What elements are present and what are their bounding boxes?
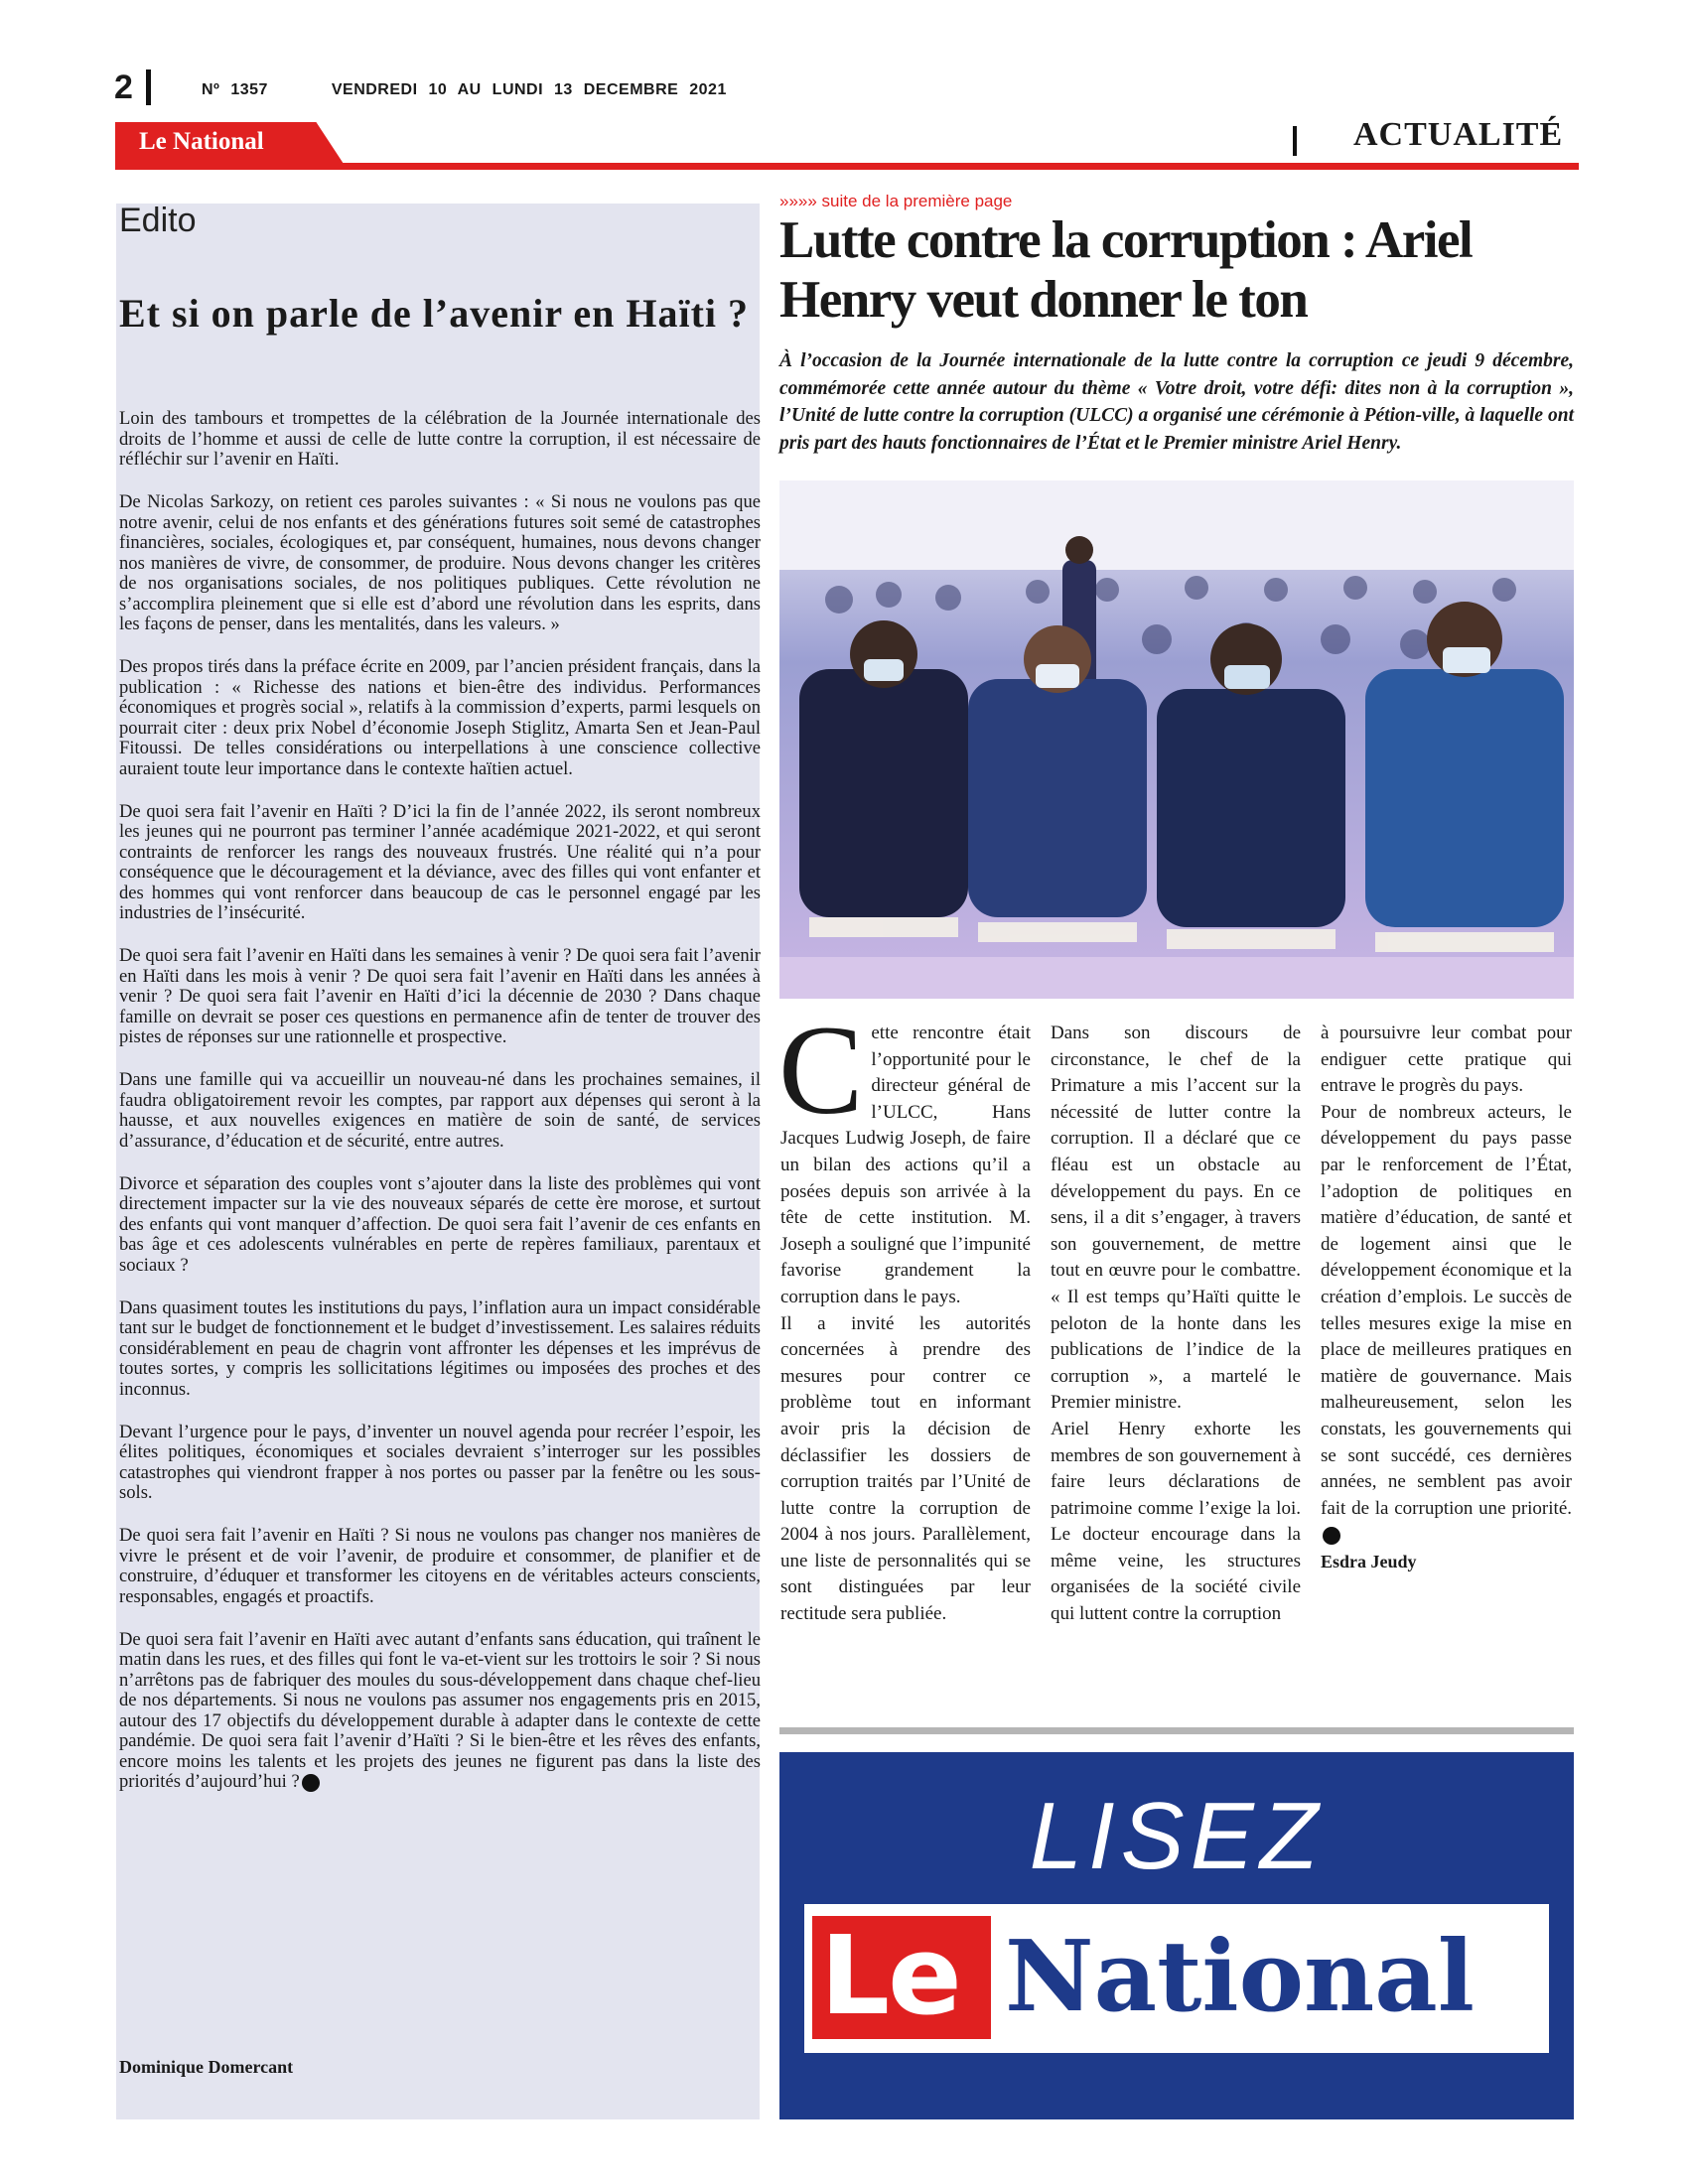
article-paragraph: Il a invité les autorités concernées à prendre des mesures pour contrer ce problème tout en informant avoir pris la décision de déclassifier les dossiers de corruption traités par l’Unité de lutte contre la corruption de 2004 à nos jours. Parallèlement, une liste de personnalités qui se sont distinguées par leur rectitude sera publiée.	[780, 1312, 1031, 1625]
end-mark-icon	[1323, 1527, 1340, 1545]
section-divider	[1293, 126, 1297, 156]
edito-title: Et si on parle de l’avenir en Haïti ?	[119, 291, 750, 336]
ad-headline: LISEZ	[1029, 1783, 1325, 1889]
edito-paragraph: Des propos tirés dans la préface écrite en 2009, par l’ancien président français, dans la publication : « Richesse des nations et bien-être des individus. Performances économiques et progrès social », relatifs à la commission d’experts, parmi lesquels on pourrait citer : deux prix Nobel d’économie Joseph Stiglitz, Amarta Sen et Jean-Paul Fitoussi. De telles considérations ou interpellations à une conscience collective auraient toute leur importance dans le contexte haïtien actuel.	[119, 656, 761, 779]
edito-paragraph: Devant l’urgence pour le pays, d’inventer un nouvel agenda pour recréer l’espoir, les élites politiques, économiques et sociales devraient s’interroger sur les possibles catastrophes qui viendront frapper à nos portes ou passer par la fenêtre ou les sous-sols.	[119, 1421, 761, 1503]
article-paragraph-text: Pour de nombreux acteurs, le développement du pays passe par le renforcement de l’État, l’adoption de politiques en matière d’éducation, de santé et de logement ainsi que le développement économique et la création d’emplois. Le succès de telles mesures exige la mise en place de meilleures pratiques en matière de gouvernance. Mais malheureusement, selon les constats, les gouvernements qui se sont succédé, ces dernières années, ne semblent pas avoir fait de la corruption une priorité.	[1321, 1101, 1572, 1519]
article-kicker: »»»» suite de la première page	[779, 192, 1013, 210]
article-column-3	[1321, 1021, 1572, 1574]
ad-divider	[779, 1727, 1574, 1734]
article-dropcap: C	[778, 1000, 864, 1141]
page-number-divider	[146, 69, 151, 105]
article-paragraph-last	[1321, 1100, 1572, 1549]
edito-paragraph: De quoi sera fait l’avenir en Haïti dans les semaines à venir ? De quoi sera fait l’avenir en Haïti dans les mois à venir ? De quoi sera fait l’avenir en Haïti dans les années à venir ? De quoi sera fait l’avenir en Haïti d’ici la décennie de 2030 ? Dans chaque famille on devrait se poser ces questions en permanence afin de tenter de trouver des pistes de réponses sur une rationnelle et prospective.	[119, 945, 761, 1047]
edito-paragraph: Dans une famille qui va accueillir un nouveau-né dans les prochaines semaines, il faudra obligatoirement revoir les comptes, par rapport aux dépenses qui seront à la hausse, et aux nouvelles exigences en matière de soin de santé, de services d’assurance, d’éducation et de sécurité, entre autres.	[119, 1069, 761, 1152]
header-rule	[115, 163, 1579, 170]
ad-logo-le: Le	[820, 1912, 960, 2039]
edito-paragraph-text: De quoi sera fait l’avenir en Haïti avec autant d’enfants sans éducation, qui traînent le matin dans les rues, et des filles qui font le va-et-vient sur les trottoirs le soir ? Si nous n’arrêtons pas de fabriquer des moules du sous-développement dans chaque chef-lieu de nos départements. Si nous ne voulons pas assumer nos engagements pris en 2015, autour des 17 objectifs du développement durable à adapter dans le contexte de cette pandémie. De quoi sera fait l’avenir d’Haïti ? Si le bien-être et les rêves des enfants, encore moins les talents et les projets des jeunes ne figurent pas dans la liste des priorités d’aujourd’hui ?	[119, 1628, 761, 1792]
edito-paragraph: Loin des tambours et trompettes de la célébration de la Journée internationale des droits de l’homme et aussi de celle de lutte contre la corruption, il est nécessaire de réfléchir sur l’avenir en Haïti.	[119, 408, 761, 470]
article-photo	[779, 480, 1574, 999]
edito-paragraph-last	[119, 1630, 761, 1793]
section-title: ACTUALITÉ	[1353, 116, 1564, 153]
edito-paragraph: Divorce et séparation des couples vont s’ajouter dans la liste des problèmes qui vont directement impacter sur la vie des nouveaux séparés de cette ère morose, et surtout des enfants qui vont manquer d’affection. De quoi sera fait l’avenir de ces enfants en bas âge et ces adolescents vulnérables en perte de repères familiaux, parentaux et sociaux ?	[119, 1172, 761, 1276]
brand-tab-label: Le National	[139, 128, 264, 155]
edito-label: Edito	[119, 202, 197, 239]
article-headline: Lutte contre la corruption : Ariel Henry veut donner le ton	[779, 211, 1473, 329]
end-mark-icon	[302, 1774, 320, 1792]
issue-date-line	[202, 81, 727, 99]
article-column-2	[1051, 1021, 1301, 1628]
article-paragraph: Dans son discours de circonstance, le chef de la Primature a mis l’accent sur la nécessité de lutter contre la corruption. Il a déclaré que ce fléau est un obstacle au développement du pays. En ce sens, il a dit s’engager, à travers son gouvernement, de mettre tout en œuvre pour le combattre. « Il est temps qu’Haïti quitte le peloton de la honte dans les publications de l’indice de la corruption », a martelé le Premier ministre.	[1051, 1023, 1301, 1414]
edito-paragraph: De quoi sera fait l’avenir en Haïti ? D’ici la fin de l’année 2022, ils seront nombreux les jeunes qui ne pourront pas terminer l’année académique 2021-2022, et qui seront contraints de renforcer les rangs des nouveaux frustrés. Une réalité qui n’a pour conséquence que le découragement et la déviance, avec des filles qui vont enfanter et des hommes qui vont renforcer dans beaucoup de cas le personnel engagé par les industries de l’insécurité.	[119, 800, 761, 923]
article-column-1	[778, 1000, 1031, 1628]
page-number: 2	[114, 68, 133, 106]
article-author: Esdra Jeudy	[1321, 1551, 1417, 1571]
article-lede: À l’occasion de la Journée internationale de la lutte contre la corruption ce jeudi 9 décembre, commémorée cette année autour du thème « Votre droit, votre défi: dites non à la corruption », l’Unité de lutte contre la corruption (ULCC) a organisé une cérémonie à Pétion-ville, à laquelle ont pris part des hauts fonctionnaires de l’État et le Premier ministre Ariel Henry.	[779, 350, 1574, 454]
issue-number: Nº 1357	[202, 81, 268, 98]
edito-paragraph: De Nicolas Sarkozy, on retient ces paroles suivantes : « Si nous ne voulons pas que notre avenir, celui de nos enfants et des générations futures soit semé de catastrophes financières, sociales, écologiques et, par conséquent, humaines, nous devons changer nos manières de vivre, de consommer, de produire. Nous devons changer les critères de nos organisations sociales, de nos politiques publiques. Cette révolution ne s’accomplira pleinement que si elle est d’abord une révolution dans les esprits, dans les façons de penser, dans les mentalités, dans les valeurs. »	[119, 491, 761, 634]
edito-paragraph: Dans quasiment toutes les institutions du pays, l’inflation aura un impact considérable tant sur le budget de fonctionnement et le budget d’investissement. Les salaires réduits considérablement en peau de chagrin vont affronter les dépenses et les imprévus de toutes sortes, y compris les sollicitations légitimes ou imposées des proches et des inconnus.	[119, 1297, 761, 1400]
article-paragraph: Ariel Henry exhorte les membres de son gouvernement à faire leurs déclarations de patrimoine comme l’exige la loi. Le docteur encourage dans la même veine, les structures organisées de la société civile qui luttent contre la corruption	[1051, 1418, 1301, 1625]
article-paragraph: à poursuivre leur combat pour endiguer cette pratique qui entrave le progrès du pays.	[1321, 1023, 1572, 1097]
edito-author: Dominique Domercant	[119, 2057, 294, 2077]
edito-body	[119, 409, 761, 1815]
ad-logo-national: National	[1005, 1920, 1475, 2034]
article-paragraph: ette rencontre était l’opportunité pour le directeur général de l’ULCC, Hans Jacques Ludwig Joseph, de faire un bilan des actions qu’il a posées depuis son arrivée à la tête de cette institution. M. Joseph a souligné que l’impunité favorise grandement la corruption dans le pays.	[780, 1023, 1031, 1307]
edito-paragraph: De quoi sera fait l’avenir en Haïti ? Si nous ne voulons pas changer nos manières de vivre le présent et de voir l’avenir, de produire et consommer, de planifier et de construire, d’éduquer et transformer les citoyens en de véritables acteurs conscients, responsables, engagés et proactifs.	[119, 1525, 761, 1607]
ceremony-photo-image	[779, 480, 1574, 999]
issue-date: VENDREDI 10 AU LUNDI 13 DECEMBRE 2021	[331, 81, 727, 98]
